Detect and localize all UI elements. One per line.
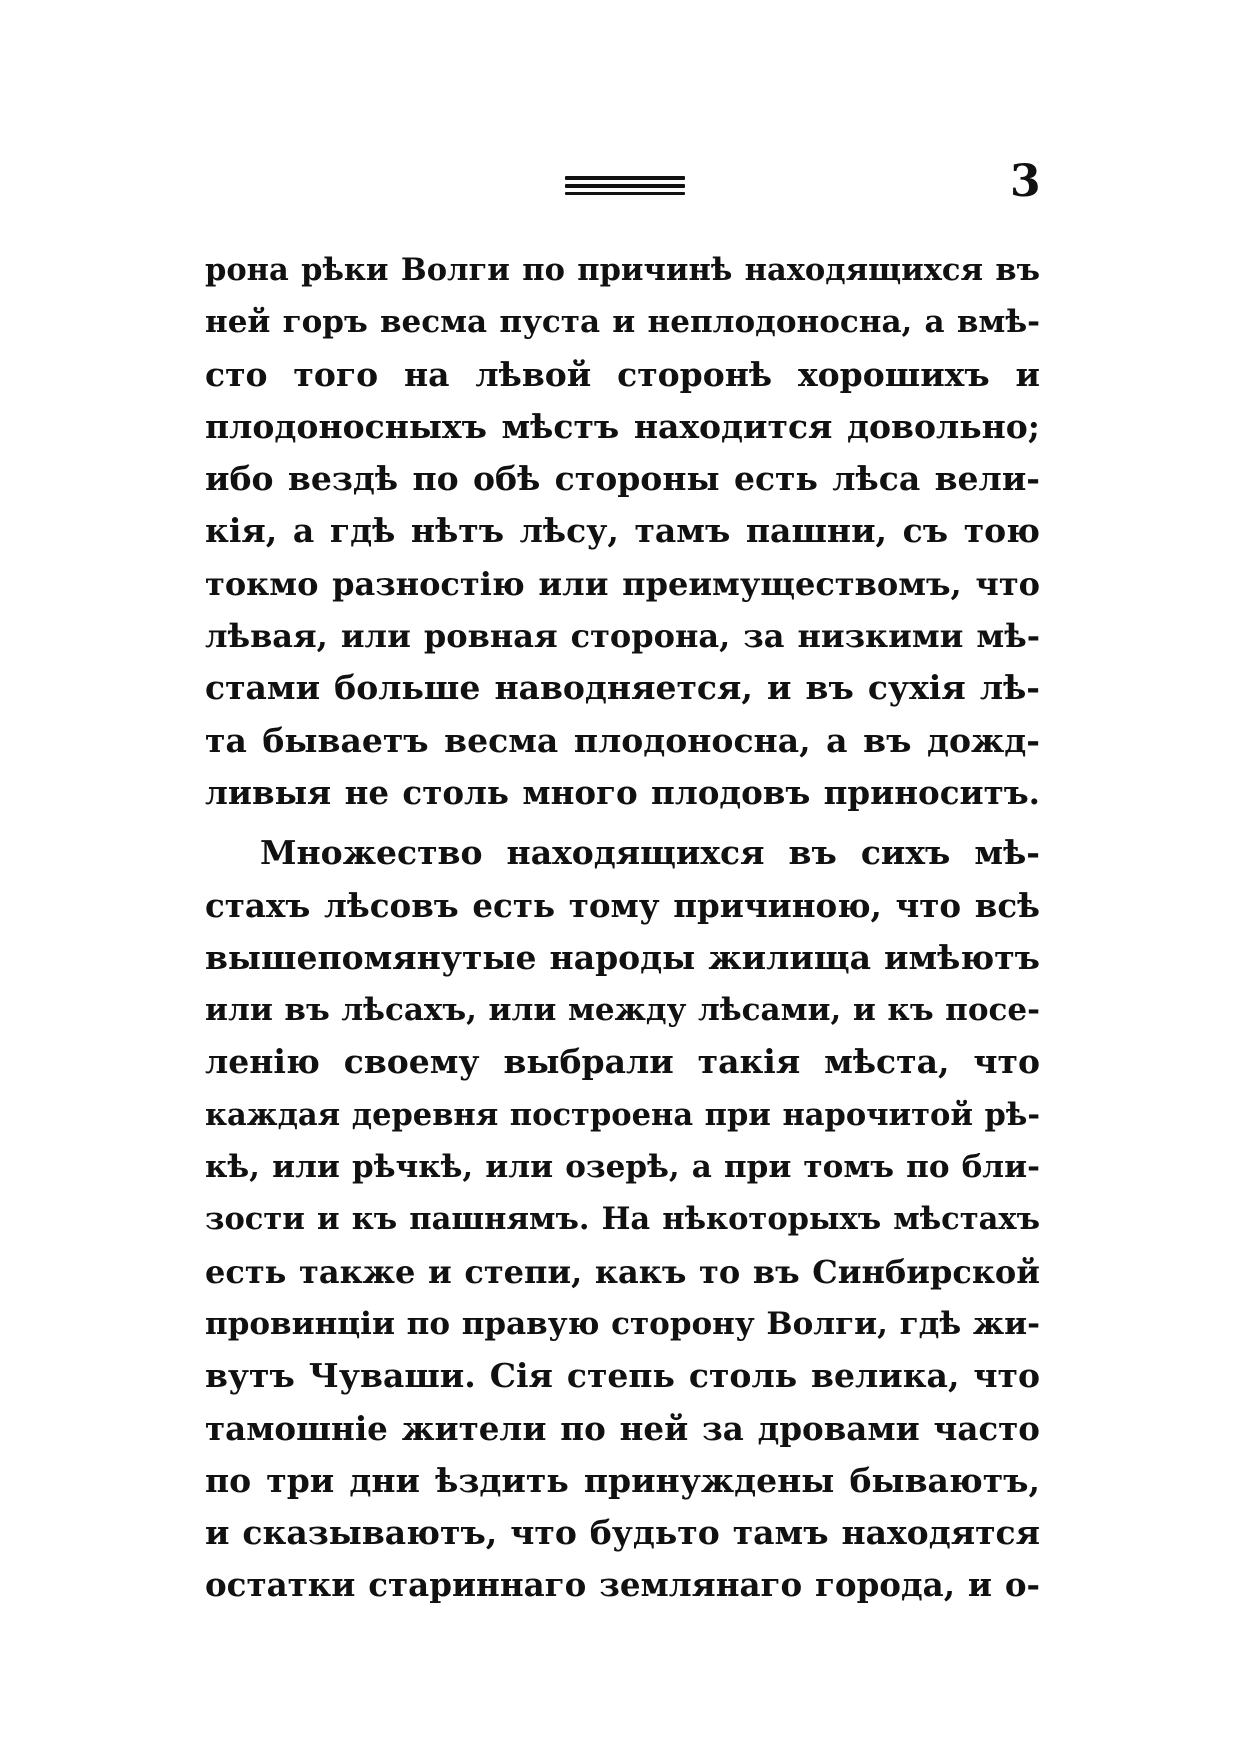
text-line: Множество находящихся въ сихъ мѣ- bbox=[260, 833, 1040, 873]
page-number: 3 bbox=[1010, 156, 1041, 207]
header-rule-bar bbox=[565, 176, 685, 180]
text-line: та бываетъ весма плодоносна, а въ дожд- bbox=[205, 720, 1040, 760]
header-rule-bar bbox=[565, 184, 685, 188]
text-line: стами больше наводняется, и въ сухія лѣ- bbox=[205, 668, 1040, 708]
text-line: и сказываютъ, что будьто тамъ находятся bbox=[205, 1513, 1040, 1553]
text-line: провинціи по правую сторону Волги, гдѣ жи- bbox=[205, 1305, 1040, 1342]
text-line: лѣвая, или ровная сторона, за низкими мѣ- bbox=[205, 617, 1040, 656]
text-line: остатки стариннаго землянаго города, и о- bbox=[205, 1565, 1040, 1605]
header-ornament-rule bbox=[565, 176, 685, 199]
paragraph-2 bbox=[205, 827, 1040, 1611]
paragraph-1 bbox=[205, 244, 1040, 819]
text-line: ленію своему выбрали такія мѣста, что bbox=[205, 1042, 1040, 1082]
text-line: тамошніе жители по ней за дровами часто bbox=[205, 1408, 1040, 1448]
text-line: или въ лѣсахъ, или между лѣсами, и къ посе- bbox=[205, 992, 1040, 1029]
body-text bbox=[205, 244, 1040, 1612]
text-line: зости и къ пашнямъ. На нѣкоторыхъ мѣстахъ bbox=[205, 1201, 1040, 1238]
text-line: рона рѣки Волги по причинѣ находящихся въ bbox=[205, 252, 1040, 288]
text-line: ливыя не столь много плодовъ приноситъ. bbox=[205, 772, 1040, 812]
text-line: вышепомянутые народы жилища имѣютъ bbox=[205, 937, 1040, 977]
text-line: стахъ лѣсовъ есть тому причиною, что всѣ bbox=[205, 885, 1040, 925]
text-line: ибо вездѣ по обѣ стороны есть лѣса вели- bbox=[205, 459, 1040, 499]
text-line: ней горъ весма пуста и неплодоносна, а вмѣ- bbox=[205, 304, 1040, 341]
text-line: каждая деревня построена при нарочитой рѣ- bbox=[205, 1096, 1040, 1133]
text-line: сто того на лѣвой сторонѣ хорошихъ и bbox=[205, 354, 1040, 394]
header-rule-bar bbox=[565, 192, 685, 195]
text-line: есть также и степи, какъ то въ Синбирской bbox=[205, 1252, 1040, 1291]
text-line: токмо разностію или преимуществомъ, что bbox=[205, 564, 1040, 603]
text-line: кѣ, или рѣчкѣ, или озерѣ, а при томъ по бли- bbox=[205, 1149, 1040, 1186]
text-line: по три дни ѣздить принуждены бываютъ, bbox=[205, 1460, 1040, 1500]
text-line: вутъ Чуваши. Сія степь столь велика, что bbox=[205, 1356, 1040, 1396]
text-line: кія, а гдѣ нѣтъ лѣсу, тамъ пашни, съ тою bbox=[205, 511, 1040, 551]
text-line: плодоносныхъ мѣстъ находится довольно; bbox=[205, 406, 1040, 446]
